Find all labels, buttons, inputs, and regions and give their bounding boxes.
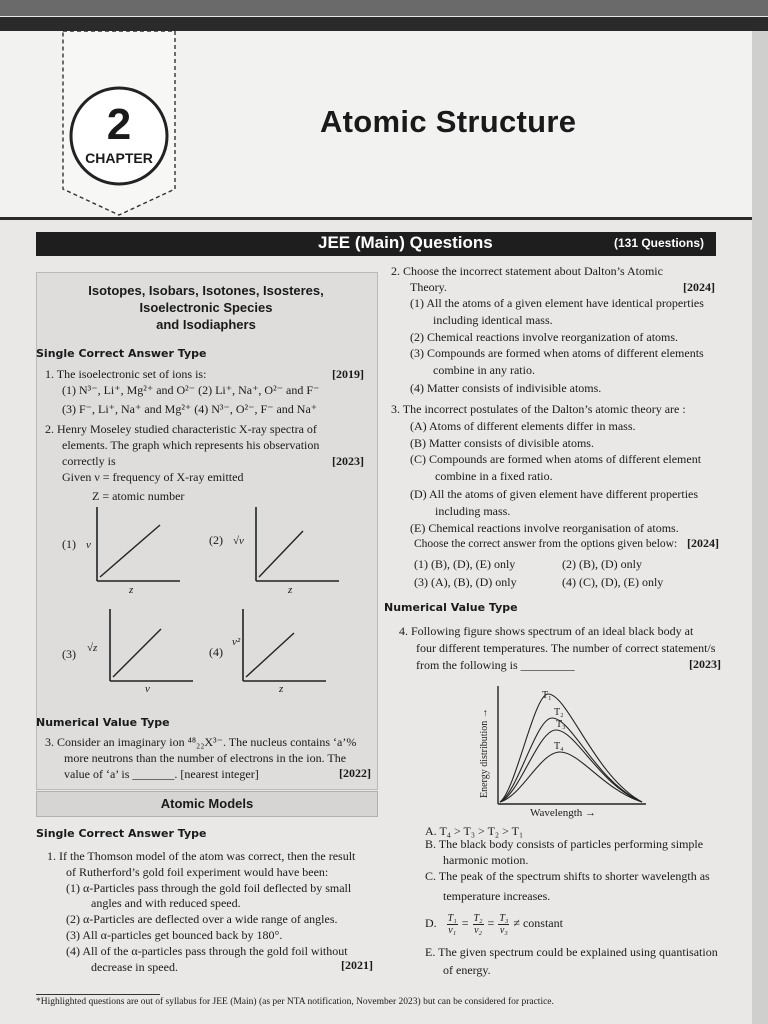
axis-label: z xyxy=(129,584,134,596)
section-title-box xyxy=(36,791,378,817)
fraction-denominator: ν₁ xyxy=(448,924,457,936)
curve-label: T₃ xyxy=(556,719,566,730)
fraction-denominator: ν₃ xyxy=(499,924,508,936)
chapter-number: 2 xyxy=(106,100,132,149)
statement-text: (E) Chemical reactions involve reorganisation of atoms. xyxy=(410,521,679,535)
question-year: [2023] xyxy=(332,454,364,468)
question-text: 2. Choose the incorrect statement about Dalton’s Atomic xyxy=(391,264,663,278)
option-text: angles and with reduced speed. xyxy=(91,896,241,910)
numerical-heading: Numerical Value Type xyxy=(36,716,170,729)
question-text: correctly is xyxy=(62,454,116,468)
question-text: elements. The graph which represents his observation xyxy=(62,438,320,452)
section-bar xyxy=(36,232,716,256)
question-text: value of ‘a’ is _______. [nearest integer] xyxy=(64,767,259,781)
question-text: from the following is _________ xyxy=(416,658,575,672)
statement-text: (A) Atoms of different elements differ in mass. xyxy=(410,419,636,433)
top-bar xyxy=(0,17,768,31)
fraction-numerator: T₁ xyxy=(447,912,457,924)
option-text: (1) α-Particles pass through the gold foil deflected by small xyxy=(66,881,352,895)
option-number: (4) xyxy=(209,645,223,659)
statement-d-suffix: ≠ constant xyxy=(513,916,563,930)
option-text: decrease in speed. xyxy=(91,960,178,974)
statement-text: combine in a fixed ratio. xyxy=(435,469,553,483)
spectrum-xlabel: Wavelength → xyxy=(530,807,597,819)
fraction xyxy=(473,913,484,936)
statement-d-prefix: D. xyxy=(425,916,437,930)
axis-label: √z xyxy=(87,642,98,654)
option-text: including identical mass. xyxy=(433,313,553,327)
option-number: (1) xyxy=(62,537,76,551)
statement-text: E. The given spectrum could be explained using quantisation xyxy=(425,945,718,959)
section-title: Atomic Models xyxy=(160,796,254,811)
statement-text: (C) Compounds are formed when atoms of different element xyxy=(410,452,702,466)
option-text: (4) (C), (D), (E) only xyxy=(562,575,664,589)
question-text: 3. The incorrect postulates of the Dalton’s atomic theory are : xyxy=(391,402,686,416)
axis-label: z xyxy=(279,683,284,695)
option-number: (3) xyxy=(62,647,76,661)
axis-label: z xyxy=(288,584,293,596)
statement-text: (B) Matter consists of divisible atoms. xyxy=(410,436,594,450)
question-text: Z = atomic number xyxy=(92,489,185,503)
curve-t3 xyxy=(500,730,642,802)
top-edge xyxy=(0,0,768,16)
question-count: (131 Questions) xyxy=(613,236,704,250)
option-text: (2) (B), (D) only xyxy=(562,557,642,571)
option-text: (1) All the atoms of a given element have identical properties xyxy=(410,296,704,310)
footnote: *Highlighted questions are out of syllabus for JEE (Main) (as per NTA notification, November 2023) but can be considered for practice. xyxy=(36,997,554,1007)
fraction xyxy=(447,913,458,936)
question-text: Given ν = frequency of X-ray emitted xyxy=(62,470,244,484)
answer-type-heading: Single Correct Answer Type xyxy=(36,347,207,360)
statement-text: of energy. xyxy=(443,963,491,977)
curve-label: T₂ xyxy=(554,707,564,718)
option-text: combine in any ratio. xyxy=(433,363,535,377)
statement-text: C. The peak of the spectrum shifts to shorter wavelength as xyxy=(425,869,710,883)
statement-d: D. $\frac{\text{T₁}}{\text{ν₁}}$ = $\frac{\text{T₂}}{\text{ν₂}}$ = $\frac{\text{T₃}}{\text{ν₃}}$ ≠ constant xyxy=(425,912,563,936)
graph-2 xyxy=(253,505,341,585)
question-text: 1. The isoelectronic set of ions is: xyxy=(45,367,207,381)
question-year: [2023] xyxy=(689,657,721,671)
fraction xyxy=(498,913,509,936)
section-bar-title: JEE (Main) Questions xyxy=(318,233,493,252)
spectrum-ylabel: Energy distribution → xyxy=(479,708,490,798)
curve-label: T₄ xyxy=(554,741,564,752)
statement-text: A. T₄ > T₃ > T₂ > T₁ xyxy=(425,824,524,838)
option-number: (2) xyxy=(209,533,223,547)
fraction-numerator: T₃ xyxy=(499,912,509,924)
question-year: [2022] xyxy=(339,766,371,780)
fraction-denominator: ν₂ xyxy=(474,924,482,936)
question-text: more neutrons than the number of electrons in the ion. The xyxy=(64,751,347,765)
axis-label: ν xyxy=(86,539,91,551)
question-text: Theory. xyxy=(410,280,447,294)
numerical-heading: Numerical Value Type xyxy=(384,601,518,614)
statement-text: (D) All the atoms of given element have different properties xyxy=(410,487,699,501)
question-text: 1. If the Thomson model of the atom was correct, then the result xyxy=(47,849,356,863)
graph-3 xyxy=(107,607,195,685)
blackbody-spectrum-figure xyxy=(476,680,656,820)
option-text: (2) α-Particles are deflected over a wide range of angles. xyxy=(66,912,338,926)
axis-label: √ν xyxy=(233,535,244,547)
option-text: (3) Compounds are formed when atoms of different elements xyxy=(410,346,704,360)
axis-label: ν² xyxy=(232,636,241,648)
section-title-line-3: and Isodiaphers xyxy=(156,317,256,332)
option-text: (4) Matter consists of indivisible atoms. xyxy=(410,381,602,395)
option-text: (3) All α-particles get bounced back by 180°. xyxy=(66,928,283,942)
graph-1 xyxy=(94,505,182,585)
curve-label: T₁ xyxy=(542,690,552,701)
instruction-text: Choose the correct answer from the options given below: xyxy=(414,538,678,550)
statement-text: temperature increases. xyxy=(443,889,551,903)
section-title-line-1: Isotopes, Isobars, Isotones, Isosteres, xyxy=(88,283,324,298)
axis-label: ν xyxy=(145,683,150,695)
answer-type-heading: Single Correct Answer Type xyxy=(36,827,207,840)
option-row: (1) N³⁻, Li⁺, Mg²⁺ and O²⁻ (2) Li⁺, Na⁺, O²⁻ and F⁻ xyxy=(62,383,320,397)
question-text: 4. Following figure shows spectrum of an ideal black body at xyxy=(399,624,694,638)
question-year: [2021] xyxy=(341,958,373,972)
statement-text: including mass. xyxy=(435,504,511,518)
question-text: 2. Henry Moseley studied characteristic X-ray spectra of xyxy=(45,422,317,436)
option-text: (3) (A), (B), (D) only xyxy=(414,575,517,589)
question-year: [2024] xyxy=(687,536,719,550)
page-edge xyxy=(752,31,768,1024)
question-year: [2019] xyxy=(332,367,364,381)
footnote-rule xyxy=(36,994,160,995)
graph-4 xyxy=(240,607,328,685)
question-text: 3. Consider an imaginary ion ⁴⁸₂₂X³⁻. The nucleus contains ‘a’% xyxy=(45,735,357,749)
page-title: Atomic Structure xyxy=(320,104,577,139)
section-title-line-2: Isoelectronic Species xyxy=(139,300,273,315)
option-row: (3) F⁻, Li⁺, Na⁺ and Mg²⁺ (4) N³⁻, O²⁻, F⁻ and Na⁺ xyxy=(62,402,318,416)
question-text: four different temperatures. The number of correct statement/s xyxy=(416,641,716,655)
question-year: [2024] xyxy=(683,280,715,294)
question-text: of Rutherford’s gold foil experiment would have been: xyxy=(66,865,329,879)
statement-text: harmonic motion. xyxy=(443,853,529,867)
statement-text: B. The black body consists of particles performing simple xyxy=(425,837,704,851)
option-text: (2) Chemical reactions involve reorganization of atoms. xyxy=(410,330,679,344)
option-text: (1) (B), (D), (E) only xyxy=(414,557,516,571)
fraction-numerator: T₂ xyxy=(473,912,483,924)
chapter-label: CHAPTER xyxy=(85,150,153,166)
option-text: (4) All of the α-particles pass through the gold foil without xyxy=(66,944,348,958)
